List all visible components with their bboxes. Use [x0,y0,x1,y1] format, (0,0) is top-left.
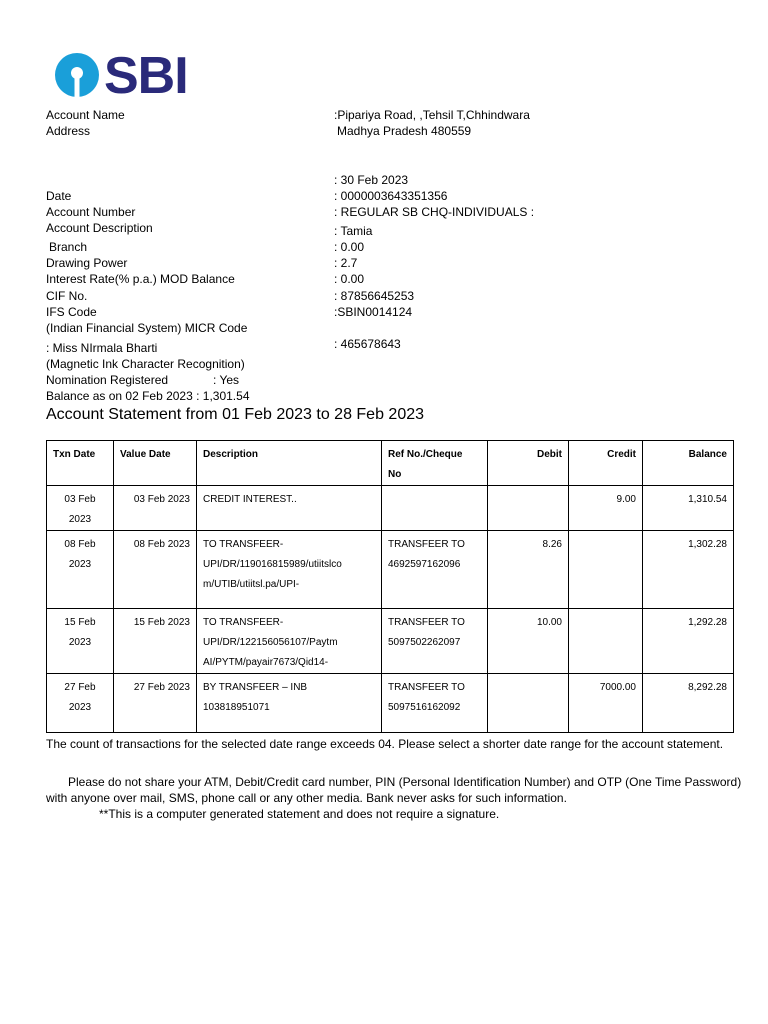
sbi-logo-icon [54,52,100,98]
table-row [47,674,734,733]
drawing-power-value: : 0.00 [334,240,365,254]
header-balance: Balance [643,441,734,486]
header-ref-no: Ref No./Cheque No [382,441,488,486]
credit-cell [569,531,643,609]
ref-cell [382,486,488,531]
date-label: Date [46,189,72,203]
nomination-value: : Yes [213,373,240,387]
account-number-value: : 0000003643351356 [334,189,448,203]
debit-cell: 10.00 [488,609,569,674]
debit-cell [488,674,569,733]
branch-label: Branch [49,240,88,254]
address-line2: Madhya Pradesh 480559 [337,124,472,138]
security-notice-line1: Please do not share your ATM, Debit/Credit card number, PIN (Personal Identification Number) and OTP (One Time Password) [68,775,742,789]
account-number-label: Account Number [46,205,136,219]
ifs-label: IFS Code [46,305,97,319]
header-description: Description [197,441,382,486]
header-txn-date: Txn Date [47,441,114,486]
sbi-logo [54,47,204,105]
txn-date-cell: 15 Feb 2023 [47,609,114,674]
txn-date-cell: 03 Feb 2023 [47,486,114,531]
credit-cell [569,609,643,674]
description-cell: TO TRANSFEER- UPI/DR/119016815989/utiitslco m/UTIB/utiitsl.pa/UPI- [197,531,382,609]
balance-cell: 1,302.28 [643,531,734,609]
statement-title: Account Statement from 01 Feb 2023 to 28 Feb 2023 [46,406,425,423]
ref-cell: TRANSFEER TO 5097502262097 [382,609,488,674]
security-notice-line2: with anyone over mail, SMS, phone call or any other media. Bank never asks for such information. [46,791,567,805]
header-credit: Credit [569,441,643,486]
account-description-value: : REGULAR SB CHQ-INDIVIDUALS : [334,205,535,219]
nomination-label: Nomination Registered [46,373,169,387]
header-debit: Debit [488,441,569,486]
account-description-label: Account Description [46,221,153,235]
micr-label: (Indian Financial System) MICR Code [46,321,248,335]
value-date-cell: 15 Feb 2023 [114,609,197,674]
micr-expansion: (Magnetic Ink Character Recognition) [46,357,245,371]
computer-generated-note: **This is a computer generated statement and does not require a signature. [99,807,500,821]
credit-cell: 7000.00 [569,674,643,733]
ifs-value: :SBIN0014124 [334,305,413,319]
address-label: Address [46,124,91,138]
txn-date-cell: 27 Feb 2023 [47,674,114,733]
value-date-cell: 27 Feb 2023 [114,674,197,733]
description-cell: BY TRANSFEER – INB 103818951071 [197,674,382,733]
balance-cell: 1,310.54 [643,486,734,531]
balance-cell: 8,292.28 [643,674,734,733]
sbi-logo-text: SBI [104,47,188,105]
description-cell: TO TRANSFEER- UPI/DR/122156056107/Paytm AI/PYTM/payair7673/Qid14- [197,609,382,674]
balance-cell: 1,292.28 [643,609,734,674]
account-holder-name: : Miss NIrmala Bharti [46,341,158,355]
account-name-label: Account Name [46,108,125,122]
ref-cell: TRANSFEER TO 4692597162096 [382,531,488,609]
balance-as-on: Balance as on 02 Feb 2023 : 1,301.54 [46,389,250,403]
date-value: : 30 Feb 2023 [334,173,409,187]
debit-cell [488,486,569,531]
mod-balance-value: : 0.00 [334,272,365,286]
drawing-power-label: Drawing Power [46,256,128,270]
cif-value: : 87856645253 [334,289,415,303]
table-row [47,531,734,609]
ref-cell: TRANSFEER TO 5097516162092 [382,674,488,733]
table-row [47,609,734,674]
statement-table [46,440,734,733]
description-cell: CREDIT INTEREST.. [197,486,382,531]
address-line1: :Pipariya Road, ,Tehsil T,Chhindwara [334,108,530,122]
value-date-cell: 03 Feb 2023 [114,486,197,531]
credit-cell: 9.00 [569,486,643,531]
debit-cell: 8.26 [488,531,569,609]
value-date-cell: 08 Feb 2023 [114,531,197,609]
table-row [47,486,734,531]
interest-label: Interest Rate(% p.a.) MOD Balance [46,272,235,286]
header-value-date: Value Date [114,441,197,486]
table-header-row [47,441,734,486]
micr-value: : 465678643 [334,337,401,351]
transaction-count-notice: The count of transactions for the selected date range exceeds 04. Please select a shorter date range for the account statement. [46,737,724,751]
cif-label: CIF No. [46,289,88,303]
interest-value: : 2.7 [334,256,358,270]
branch-value: : Tamia [334,224,373,238]
txn-date-cell: 08 Feb 2023 [47,531,114,609]
